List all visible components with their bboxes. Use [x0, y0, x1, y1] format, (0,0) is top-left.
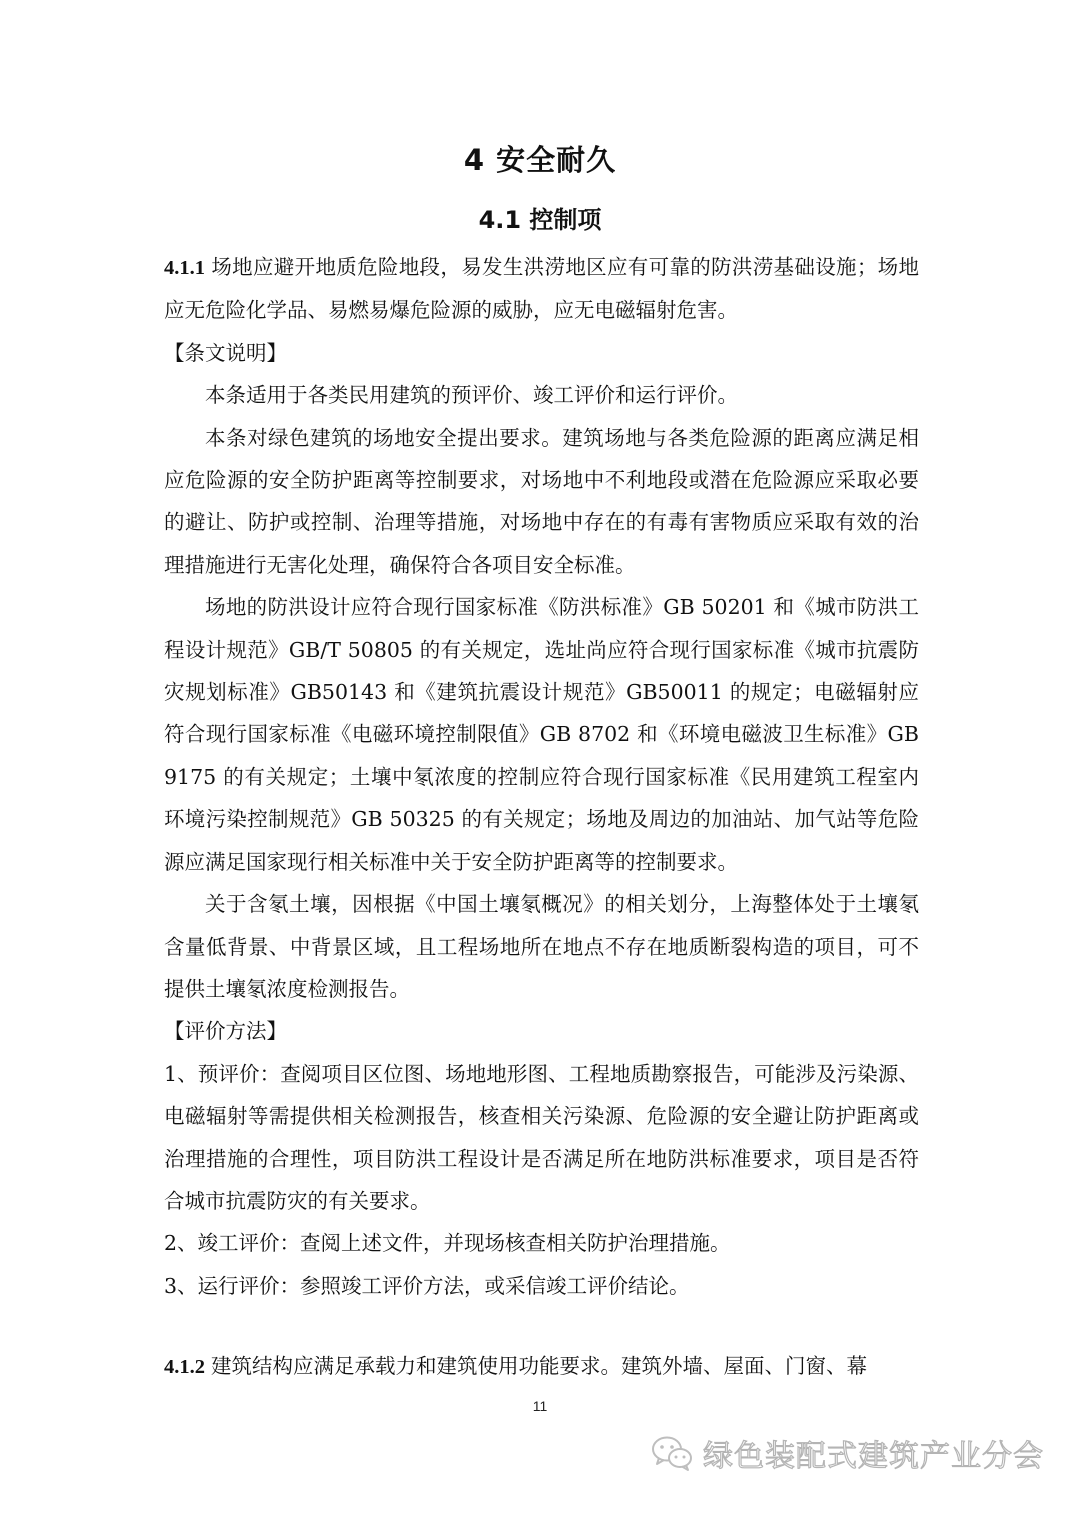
method-item: 1、预评价：查阅项目区位图、场地地形图、工程地质勘察报告，可能涉及污染源、电磁辐射等需提供相关检测报告，核查相关污染源、危险源的安全避让防护距离或治理措施的合理性，项目防洪工程设计是否满足所在地防洪标准要求，项目是否符合城市抗震防灾的有关要求。: [164, 1061, 919, 1213]
clause-text: 建筑结构应满足承载力和建筑使用功能要求。建筑外墙、屋面、门窗、幕: [211, 1354, 867, 1379]
method-item: 3、运行评价：参照竣工评价方法，或采信竣工评价结论。: [164, 1273, 690, 1298]
watermark-text: 绿色装配式建筑产业分会: [703, 1439, 1044, 1474]
clause-4-1-1: [164, 246, 919, 332]
watermark: [651, 1428, 1044, 1478]
clause-number: 4.1.2: [164, 1356, 205, 1379]
explanation-paragraph: 关于含氡土壤，因根据《中国土壤氡概况》的相关划分，上海整体处于土壤氡含量低背景、中背景区域，且工程场地所在地点不存在地质断裂构造的项目，可不提供土壤氡浓度检测报告。: [164, 892, 919, 1001]
explanation-paragraph: 本条适用于各类民用建筑的预评价、竣工评价和运行评价。: [205, 383, 738, 408]
explanation-paragraph: 本条对绿色建筑的场地安全提出要求。建筑场地与各类危险源的距离应满足相应危险源的安全防护距离等控制要求，对场地中不利地段或潜在危险源应采取必要的避让、防护或控制、治理等措施，对场地中存在的有毒有害物质应采取有效的治理措施进行无害化处理，确保符合各项目安全标准。: [164, 425, 919, 577]
spacer: [164, 1307, 919, 1345]
method-heading: 【评价方法】: [164, 1019, 287, 1044]
explanation-heading: 【条文说明】: [164, 340, 287, 365]
chapter-title: 4 安全耐久: [463, 143, 617, 177]
clause-number: 4.1.1: [164, 257, 205, 279]
explanation-paragraph: 场地的防洪设计应符合现行国家标准《防洪标准》GB 50201 和《城市防洪工程设计规范》GB/T 50805 的有关规定，选址尚应符合现行国家标准《城市抗震防灾规划标准》GB50143 和《建筑抗震设计规范》GB50011 的规定；电磁辐射应符合现行国家标准《电磁环境控制限值》GB 8702 和《环境电磁波卫生标准》GB 9175 的有关规定；土壤中氡浓度的控制应符合现行国家标准《民用建筑工程室内环境污染控制规范》GB 50325 的有关规定；场地及周边的加油站、加气站等危险源应满足国家现行相关标准中关于安全防护距离等的控制要求。: [164, 595, 919, 874]
section-title: 4.1 控制项: [478, 206, 602, 234]
page-number: 11: [532, 1398, 548, 1414]
clause-text: 场地应避开地质危险地段，易发生洪涝地区应有可靠的防洪涝基础设施；场地应无危险化学品、易燃易爆危险源的威胁，应无电磁辐射危害。: [164, 255, 919, 323]
wechat-icon: [651, 1434, 693, 1472]
body-text: [164, 246, 919, 1389]
method-item: 2、竣工评价：查阅上述文件，并现场核查相关防护治理措施。: [164, 1231, 731, 1256]
clause-4-1-2: [164, 1345, 919, 1388]
